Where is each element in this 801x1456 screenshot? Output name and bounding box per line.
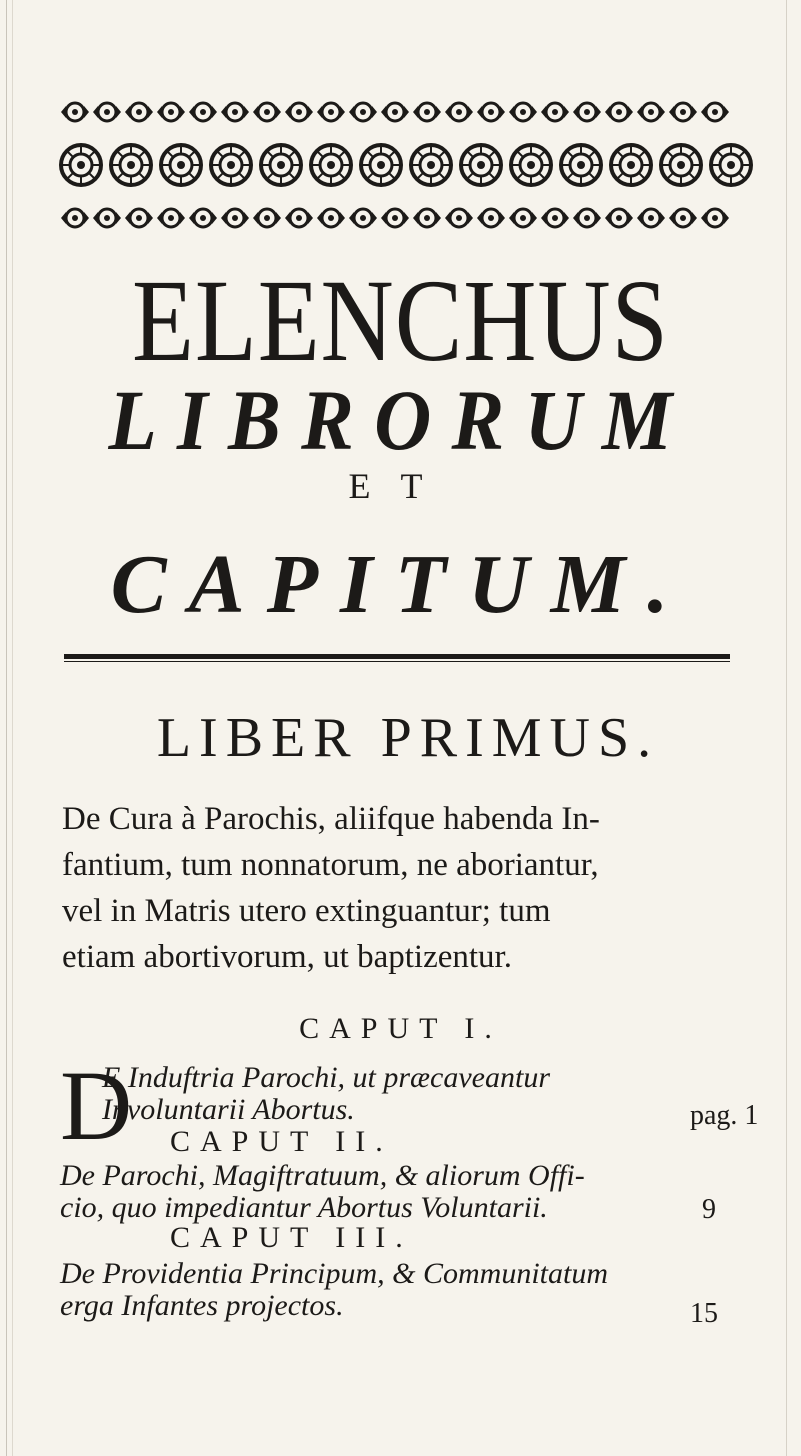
ornament-row-middle: [61, 145, 751, 185]
decorative-ornament-band: [55, 90, 760, 240]
floret-icon: [381, 209, 409, 227]
floret-icon: [541, 103, 569, 121]
floret-icon: [253, 103, 281, 121]
floret-icon: [157, 103, 185, 121]
toc-entry-1-line-1: E Induftria Parochi, ut præcaveantur: [102, 1061, 551, 1094]
rosette-icon: [61, 145, 101, 185]
floret-icon: [637, 209, 665, 227]
section-heading: LIBER PRIMUS.: [156, 707, 660, 769]
floret-icon: [669, 209, 697, 227]
rosette-icon: [111, 145, 151, 185]
chapter-heading-2: CAPUT II.: [170, 1125, 393, 1158]
floret-icon: [701, 209, 729, 227]
toc-entry-2-line-2: cio, quo impediantur Abortus Voluntarii.: [60, 1191, 548, 1224]
floret-icon: [509, 209, 537, 227]
ornament-row-top: [61, 103, 729, 121]
intro-line: De Cura à Parochis, aliifque habenda In-: [62, 801, 600, 837]
rosette-icon: [161, 145, 201, 185]
drop-capital: D: [60, 1050, 133, 1161]
floret-icon: [637, 103, 665, 121]
toc-entry-2-page: 9: [702, 1194, 716, 1225]
rosette-icon: [211, 145, 251, 185]
rosette-icon: [561, 145, 601, 185]
toc-entry-1-line-2: Involuntarii Abortus.: [102, 1093, 355, 1126]
rosette-icon: [511, 145, 551, 185]
floret-icon: [445, 209, 473, 227]
toc-entry-3-page: 15: [690, 1298, 718, 1329]
page-edge-left-inner: [12, 0, 13, 1456]
rosette-icon: [311, 145, 351, 185]
floret-icon: [413, 209, 441, 227]
floret-icon: [125, 209, 153, 227]
page-edge-right: [786, 0, 787, 1456]
page-title: ELENCHUS: [132, 255, 669, 386]
floret-icon: [93, 209, 121, 227]
floret-icon: [93, 103, 121, 121]
floret-icon: [189, 209, 217, 227]
rosette-icon: [461, 145, 501, 185]
chapter-heading-1: CAPUT I.: [299, 1012, 502, 1045]
chapter-heading-3: CAPUT III.: [170, 1221, 413, 1254]
floret-icon: [221, 209, 249, 227]
floret-icon: [477, 103, 505, 121]
floret-icon: [253, 209, 281, 227]
floret-icon: [605, 103, 633, 121]
intro-line: fantium, tum nonnatorum, ne aboriantur,: [62, 847, 599, 883]
floret-icon: [573, 209, 601, 227]
subtitle-librorum: LIBRORUM: [108, 372, 693, 468]
floret-icon: [61, 103, 89, 121]
toc-entry-3-line-1: De Providentia Principum, & Communitatum: [60, 1257, 608, 1290]
rosette-icon: [411, 145, 451, 185]
thin-rule: [64, 661, 730, 662]
toc-entry-2-line-1: De Parochi, Magiftratuum, & aliorum Offi-: [60, 1159, 585, 1192]
floret-icon: [541, 209, 569, 227]
floret-icon: [285, 209, 313, 227]
floret-icon: [189, 103, 217, 121]
heavy-rule: [64, 654, 730, 659]
page-edge-left: [6, 0, 7, 1456]
rosette-icon: [611, 145, 651, 185]
floret-icon: [701, 103, 729, 121]
toc-entry-1-page: pag. 1: [690, 1100, 759, 1131]
toc-entry-3-line-2: erga Infantes projectos.: [60, 1289, 344, 1322]
floret-icon: [349, 209, 377, 227]
floret-icon: [477, 209, 505, 227]
floret-icon: [157, 209, 185, 227]
intro-line: vel in Matris utero extinguantur; tum: [62, 893, 551, 929]
rosette-icon: [711, 145, 751, 185]
floret-icon: [381, 103, 409, 121]
ornament-row-bottom: [61, 209, 729, 227]
rosette-icon: [661, 145, 701, 185]
floret-icon: [669, 103, 697, 121]
floret-icon: [509, 103, 537, 121]
floret-icon: [317, 209, 345, 227]
floret-icon: [349, 103, 377, 121]
floret-icon: [125, 103, 153, 121]
connector-et: ET: [348, 466, 453, 506]
floret-icon: [221, 103, 249, 121]
floret-icon: [61, 209, 89, 227]
floret-icon: [445, 103, 473, 121]
floret-icon: [605, 209, 633, 227]
floret-icon: [413, 103, 441, 121]
intro-line: etiam abortivorum, ut baptizentur.: [62, 939, 512, 975]
subtitle-capitum: CAPITUM.: [110, 538, 691, 631]
rosette-icon: [361, 145, 401, 185]
floret-icon: [317, 103, 345, 121]
rosette-icon: [261, 145, 301, 185]
floret-icon: [573, 103, 601, 121]
intro-paragraph: [62, 796, 752, 980]
floret-icon: [285, 103, 313, 121]
